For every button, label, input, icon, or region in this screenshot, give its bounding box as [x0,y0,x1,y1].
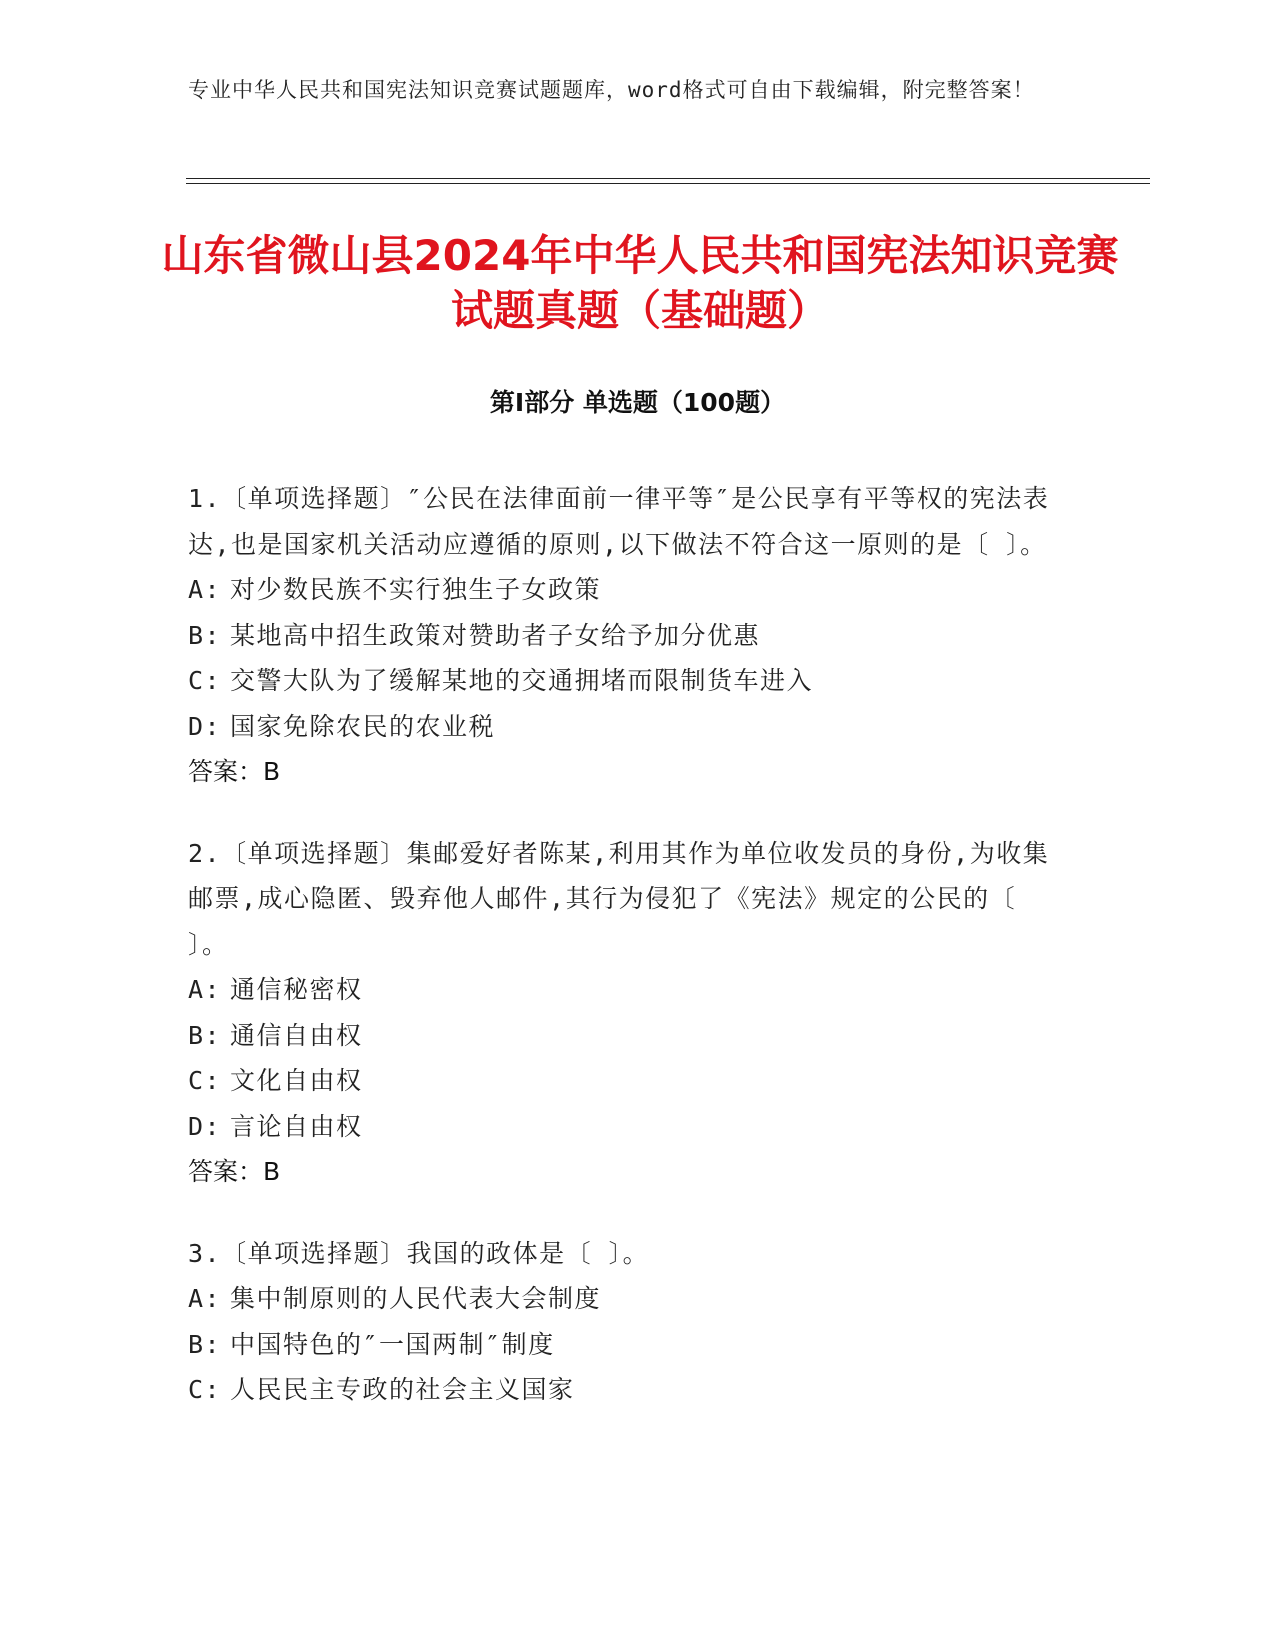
question-2 [188,831,1068,1195]
option-key: B: [188,1329,222,1359]
option-text: 通信秘密权 [230,975,363,1004]
option-c [188,1367,1068,1413]
option-key: A: [188,975,222,1004]
option-text: 国家免除农民的农业税 [230,711,496,741]
option-key: A: [188,1284,222,1313]
option-c [188,658,1068,704]
question-1 [188,476,1068,795]
option-key: C: [188,1066,222,1095]
option-b [188,613,1068,659]
answer-line [188,1149,1068,1195]
answer-line [188,749,1068,795]
option-key: C: [188,666,222,695]
question-text: 1.〔单项选择题〕″公民在法律面前一律平等″是公民享有平等权的宪法表达,也是国家机关活动应遵循的原则,以下做法不符合这一原则的是〔 〕。 [188,484,1050,559]
option-c [188,1058,1068,1104]
option-key: D: [188,711,222,741]
answer-value: B [263,757,281,786]
option-text: 文化自由权 [230,1066,363,1095]
header-rule-bottom [186,183,1150,184]
answer-value: B [263,1157,281,1186]
option-text: 集中制原则的人民代表大会制度 [230,1284,602,1313]
option-d [188,1104,1068,1150]
document-title: 山东省微山县2024年中华人民共和国宪法知识竞赛试题真题（基础题） [161,231,1119,335]
option-text: 人民民主专政的社会主义国家 [230,1375,575,1404]
section-title: 第Ⅰ部分 单选题（100题） [489,388,786,417]
option-d [188,704,1068,750]
option-text: 言论自由权 [230,1111,363,1141]
option-text: 交警大队为了缓解某地的交通拥堵而限制货车进入 [230,666,814,695]
option-b [188,1013,1068,1059]
option-key: D: [188,1111,222,1141]
option-a [188,1276,1068,1322]
option-text: 对少数民族不实行独生子女政策 [230,575,602,604]
header-rule-top [186,178,1150,179]
question-text: 3.〔单项选择题〕我国的政体是〔 〕。 [188,1238,650,1268]
option-text: 中国特色的″一国两制″制度 [230,1329,555,1359]
option-key: C: [188,1375,222,1404]
question-list [188,476,1068,1449]
option-key: B: [188,620,222,650]
answer-label: 答案： [188,757,264,786]
question-text: 2.〔单项选择题〕集邮爱好者陈某,利用其作为单位收发员的身份,为收集邮票,成心隐匿、毁弃他人邮件,其行为侵犯了《宪法》规定的公民的〔 〕。 [188,838,1050,959]
option-text: 某地高中招生政策对赞助者子女给予加分优惠 [230,620,761,650]
option-a [188,567,1068,613]
header-note: 专业中华人民共和国宪法知识竞赛试题题库，word格式可自由下载编辑，附完整答案！ [188,78,1035,102]
option-a [188,967,1068,1013]
option-b [188,1322,1068,1368]
answer-label: 答案： [188,1157,264,1186]
option-key: A: [188,575,222,604]
option-text: 通信自由权 [230,1020,363,1050]
option-key: B: [188,1020,222,1050]
question-3 [188,1231,1068,1413]
